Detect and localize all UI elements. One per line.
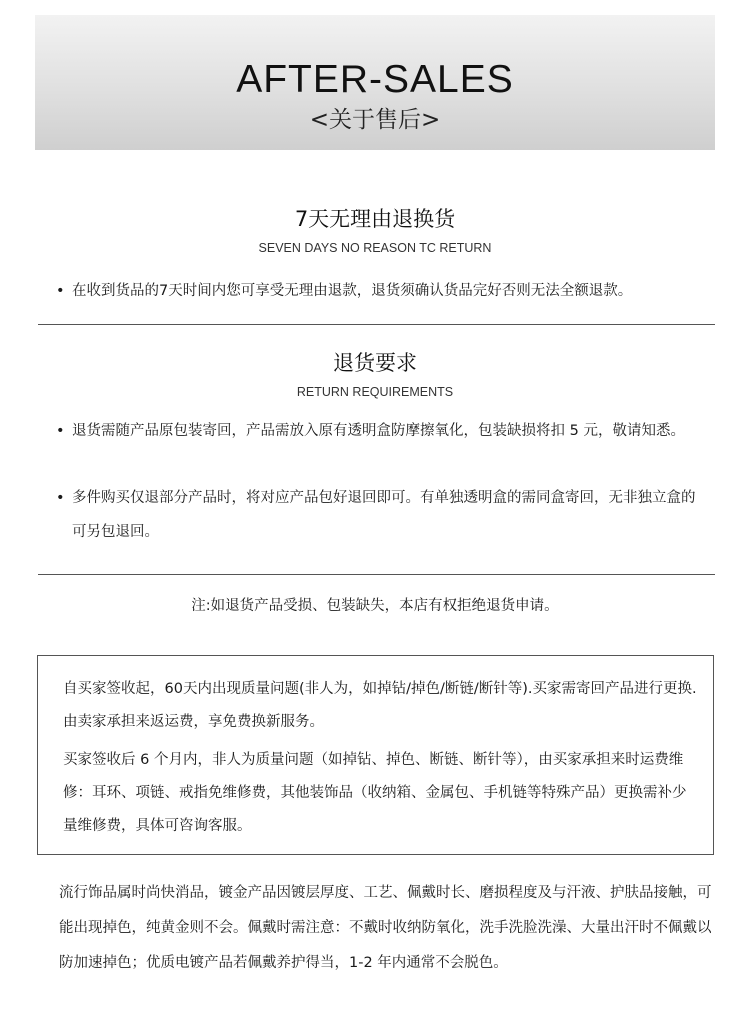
requirements-subtitle: RETURN REQUIREMENTS: [296, 385, 454, 399]
bullet-icon: •: [56, 490, 65, 506]
requirements-item-text: 退货需随产品原包装寄回，产品需放入原有透明盒防摩擦氧化，包装缺损将扣 5 元，敬请知悉。: [72, 423, 685, 439]
return-note: 注:如退货产品受损、包装缺失，本店有权拒绝退货申请。: [191, 598, 559, 614]
bullet-icon: •: [56, 423, 65, 439]
requirements-item: [56, 481, 708, 549]
requirements-item-text: 多件购买仅退部分产品时，将对应产品包好退回即可。有单独透明盒的需同盒寄回，无非独立盒的可另包退回。: [72, 490, 696, 540]
warranty-paragraph: 买家签收后 6 个月内，非人为质量问题（如掉钻、掉色、断链、断针等），由买家承担来时运费维修：耳环、项链、戒指免维修费，其他装饰品（收纳箱、金属包、手机链等特殊产品）更换需补少量维修费，具体可咨询客服。: [63, 752, 687, 834]
section-divider: [38, 574, 715, 575]
footer-notice: 流行饰品属时尚快消品，镀金产品因镀层厚度、工艺、佩戴时长、磨损程度及与汗液、护肤品接触，可能出现掉色，纯黄金则不会。佩戴时需注意：不戴时收纳防氧化，洗手洗脸洗澡、大量出汗时不佩戴以防加速掉色；优质电镀产品若佩戴养护得当，1-2 年内通常不会脱色。: [59, 885, 712, 971]
bullet-icon: •: [56, 283, 65, 299]
warranty-box: [37, 655, 714, 855]
return-policy-item: [56, 274, 708, 308]
header-banner: [35, 15, 715, 150]
return-policy-title: 7天无理由退换货: [294, 207, 456, 231]
page-title: AFTER-SALES: [236, 58, 514, 101]
section-divider: [38, 324, 715, 325]
requirements-item: [56, 414, 708, 448]
return-policy-subtitle: SEVEN DAYS NO REASON TC RETURN: [258, 241, 492, 255]
warranty-paragraph: 自买家签收起，60天内出现质量问题(非人为，如掉钻/掉色/断链/断针等).买家需寄回产品进行更换.由卖家承担来返运费，享免费换新服务。: [63, 681, 697, 730]
requirements-title: 退货要求: [333, 351, 417, 375]
page-subtitle: <关于售后>: [309, 107, 441, 133]
return-policy-item-text: 在收到货品的7天时间内您可享受无理由退款，退货须确认货品完好否则无法全额退款。: [72, 283, 633, 299]
